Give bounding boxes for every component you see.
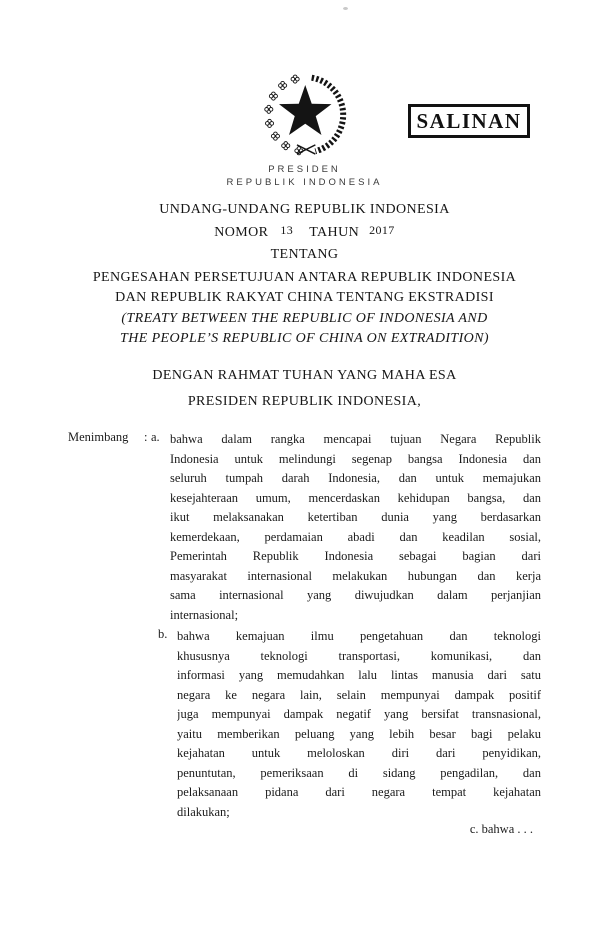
subject-line-english: THE PEOPLE’S REPUBLIC OF CHINA ON EXTRADITION) <box>120 331 489 347</box>
law-number-line <box>0 223 609 241</box>
presidential-emblem-icon <box>262 72 354 157</box>
consideration-line: negara ke negara lain, selain mempunyai dampak positif <box>177 687 541 702</box>
tahun-label: TAHUN <box>309 225 360 240</box>
consideration-line: bahwa kemajuan ilmu pengetahuan dan teknologi <box>177 629 541 643</box>
consideration-line: internasional; <box>170 607 239 622</box>
salinan-stamp-label: SALINAN <box>416 108 522 133</box>
star-icon <box>279 85 331 135</box>
subject-line: DAN REPUBLIK RAKYAT CHINA TENTANG EKSTRADISI <box>115 290 494 306</box>
consideration-line: penuntutan, pemeriksaan di sidang pengadilan, dan <box>177 765 541 780</box>
letterhead-republik: REPUBLIK INDONESIA <box>226 176 383 188</box>
law-subject <box>0 268 609 350</box>
letterhead <box>0 164 609 189</box>
consideration-line: khususnya teknologi transportasi, komunikasi, dan <box>177 648 541 663</box>
consideration-line: seluruh tumpah darah Indonesia, dan untuk memajukan <box>170 471 541 485</box>
consideration-line: yaitu memberikan peluang yang lebih besar bagi pelaku <box>177 726 541 741</box>
menimbang-colon: : <box>144 430 148 444</box>
consideration-line: juga mempunyai dampak negatif yang bersifat transnasional, <box>177 707 541 721</box>
law-title: UNDANG-UNDANG REPUBLIK INDONESIA <box>159 202 450 217</box>
item-text <box>170 430 541 625</box>
item-letter: b. <box>158 627 168 641</box>
consideration-line: kemerdekaan, perdamaian abadi dan keadilan sosial, <box>170 529 541 544</box>
consideration-item-b <box>158 627 541 822</box>
letterhead-presiden: PRESIDEN <box>268 164 341 175</box>
menimbang-label: Menimbang <box>68 430 129 444</box>
consideration-line: kesejahteraan umum, mencerdaskan kehidupan bangsa, dan <box>170 490 541 505</box>
item-letter: a. <box>151 430 160 444</box>
consideration-line: informasi yang memudahkan lalu lintas manusia dari satu <box>177 668 541 682</box>
consideration-item-a <box>151 430 541 625</box>
item-text <box>177 627 541 822</box>
consideration-line: Indonesia untuk melindungi segenap bangsa Indonesia dan <box>170 451 541 466</box>
consideration-line: masyarakat internasional melakukan hubungan dan kerja <box>170 568 541 583</box>
salinan-stamp <box>408 104 530 138</box>
consideration-line: dilakukan; <box>177 804 230 819</box>
consideration-line: Pemerintah Republik Indonesia sebagai bagian dari <box>170 549 541 563</box>
consideration-line: sama internasional yang diwujudkan dalam perjanjian <box>170 588 541 602</box>
consideration-line: kejahatan untuk meloloskan diri dari penyidikan, <box>177 746 541 760</box>
tahun-value: 2017 <box>369 223 395 237</box>
subject-line: PENGESAHAN PERSETUJUAN ANTARA REPUBLIK INDONESIA <box>92 270 517 285</box>
consideration-line: ikut melaksanakan ketertiban dunia yang berdasarkan <box>170 510 541 524</box>
nomor-value: 13 <box>280 223 294 237</box>
consideration-line: pelaksanaan pidana dari negara tempat kejahatan <box>177 785 541 799</box>
scan-artifact <box>343 7 348 10</box>
tentang-heading: TENTANG <box>270 247 339 262</box>
page-catchword: c. bahwa . . . <box>469 822 533 836</box>
subject-line-english: (TREATY BETWEEN THE REPUBLIC OF INDONESIA AND <box>121 310 488 326</box>
consideration-line: bahwa dalam rangka mencapai tujuan Negara Republik <box>170 432 541 446</box>
preamble-rahmat: DENGAN RAHMAT TUHAN YANG MAHA ESA <box>152 368 457 383</box>
preamble-presiden: PRESIDEN REPUBLIK INDONESIA, <box>187 394 422 409</box>
nomor-label: NOMOR <box>214 225 269 240</box>
